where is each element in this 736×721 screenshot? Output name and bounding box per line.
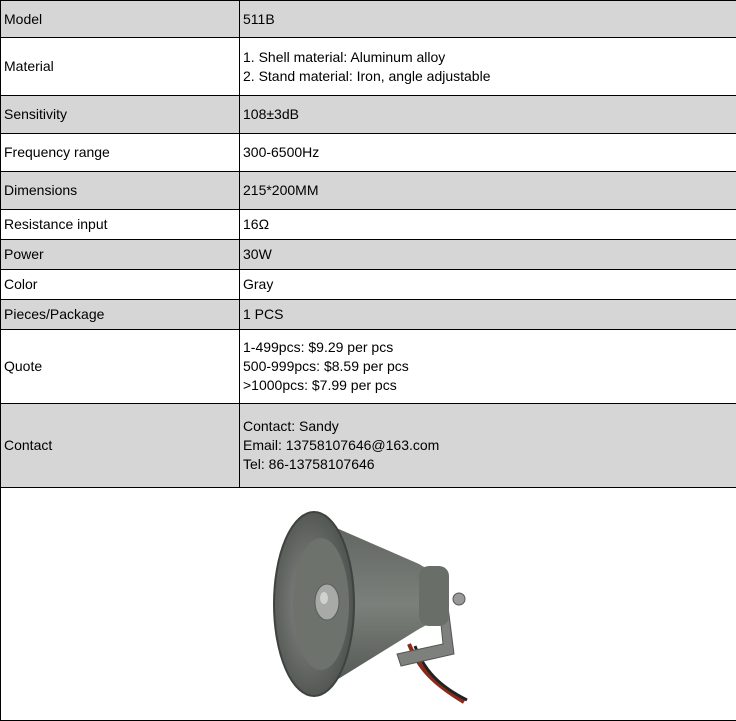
value-line: 16Ω [243, 216, 270, 232]
value-line: 1 PCS [243, 306, 284, 322]
product-image-cell [1, 488, 736, 721]
bolt-shape [453, 593, 465, 605]
value-line: 1-499pcs: $9.29 per pcs [243, 339, 394, 355]
label-resistance: Resistance input [1, 210, 240, 240]
value-frequency [240, 134, 736, 172]
label-contact: Contact [1, 404, 240, 488]
value-line: 300-6500Hz [243, 144, 320, 160]
row-sensitivity [1, 96, 736, 134]
value-sensitivity [240, 96, 736, 134]
value-line: >1000pcs: $7.99 per pcs [243, 377, 397, 393]
driver-shape [419, 566, 449, 626]
row-power [1, 240, 736, 270]
row-contact [1, 404, 736, 488]
value-line: 1. Shell material: Aluminum alloy [243, 48, 446, 65]
value-line: 511B [243, 10, 275, 27]
value-material [240, 38, 736, 96]
label-pieces: Pieces/Package [1, 300, 240, 330]
value-resistance [240, 210, 736, 240]
value-quote [240, 330, 736, 404]
value-contact [240, 404, 736, 488]
value-power [240, 240, 736, 270]
horn-speaker-icon [269, 504, 469, 704]
label-power: Power [1, 240, 240, 270]
value-color [240, 270, 736, 300]
horn-speaker-svg [269, 504, 469, 704]
row-product-image [1, 488, 736, 721]
label-material: Material [1, 38, 240, 96]
value-line: Contact: Sandy [243, 418, 339, 434]
value-line: 500-999pcs: $8.59 per pcs [243, 358, 409, 374]
value-model [240, 1, 736, 38]
value-line: 2. Stand material: Iron, angle adjustable [243, 67, 491, 84]
row-color [1, 270, 736, 300]
label-quote: Quote [1, 330, 240, 404]
row-material [1, 38, 736, 96]
row-resistance [1, 210, 736, 240]
value-line: Email: 13758107646@163.com [243, 437, 440, 453]
label-dimensions: Dimensions [1, 172, 240, 210]
center-cap-shape [315, 584, 339, 620]
value-line: 30W [243, 246, 272, 262]
row-dimensions [1, 172, 736, 210]
row-frequency [1, 134, 736, 172]
value-line: 215*200MM [243, 182, 319, 198]
row-pieces [1, 300, 736, 330]
row-model [1, 1, 736, 38]
highlight-shape [320, 592, 328, 604]
label-color: Color [1, 270, 240, 300]
label-model: Model [1, 1, 240, 38]
label-sensitivity: Sensitivity [1, 96, 240, 134]
value-line: 108±3dB [243, 106, 299, 122]
value-line: Tel: 86-13758107646 [243, 456, 375, 472]
label-frequency: Frequency range [1, 134, 240, 172]
value-dimensions [240, 172, 736, 210]
value-pieces [240, 300, 736, 330]
row-quote [1, 330, 736, 404]
value-line: Gray [243, 276, 274, 292]
